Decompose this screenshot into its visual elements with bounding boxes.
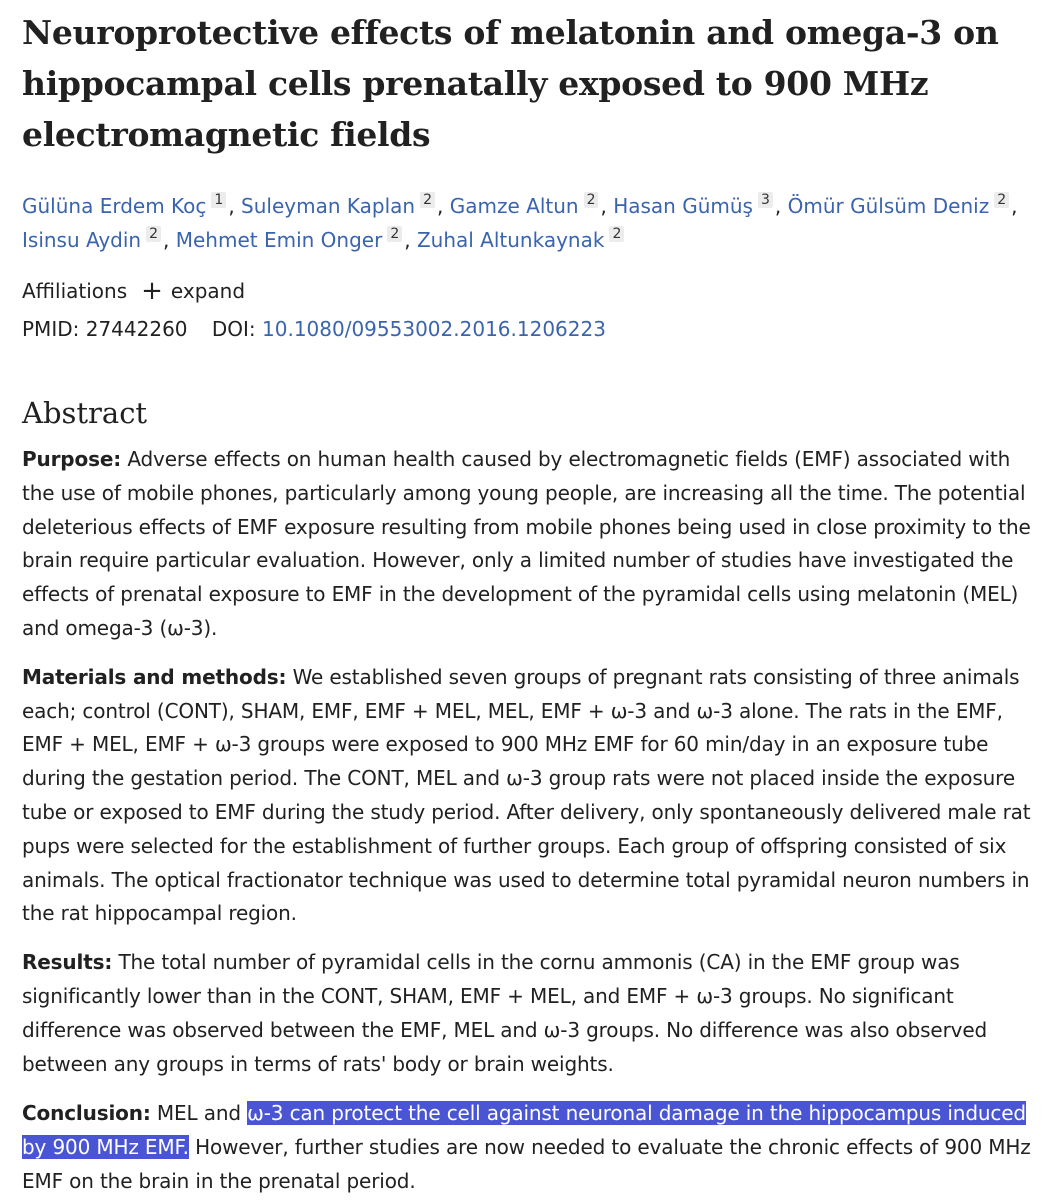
conclusion-text-pre: MEL and xyxy=(156,1101,241,1126)
plus-icon: + xyxy=(141,276,163,306)
author-link[interactable]: Gamze Altun xyxy=(449,194,579,218)
affiliation-number[interactable]: 2 xyxy=(994,192,1009,208)
affiliation-number[interactable]: 3 xyxy=(758,192,773,208)
affiliation-number[interactable]: 2 xyxy=(584,192,599,208)
author-link[interactable]: Ömür Gülsüm Deniz xyxy=(787,194,990,218)
affiliations-row xyxy=(22,272,1032,310)
text-selection-highlight[interactable]: ω-3 can protect the cell against neuronal damage in the hippocampus induced by 900 MHz EMF. xyxy=(22,1101,1026,1160)
abstract-conclusion xyxy=(22,1097,1032,1198)
affiliations-label: Affiliations xyxy=(22,279,128,303)
affiliation-number[interactable]: 1 xyxy=(211,192,226,208)
article-title: Neuroprotective effects of melatonin and omega-3 on hippocampal cells prenatally exposed to 900 MHz electromagnetic fields xyxy=(22,13,999,154)
purpose-text: Adverse effects on human health caused by electromagnetic fields (EMF) associated with the use of mobile phones, particularly among young people, are increasing all the time. The potential deleterious effects of EMF exposure resulting from mobile phones being used in close proximity to the brain require particular evaluation. However, only a limited number of studies have investigated the effects of prenatal exposure to EMF in the development of the pyramidal cells using melatonin (MEL) and omega-3 (ω-3). xyxy=(22,447,1031,640)
author-link[interactable]: Hasan Gümüş xyxy=(613,194,753,218)
expand-affiliations-button[interactable] xyxy=(141,272,245,310)
author-list: Gülüna Erdem Koç 1 , Suleyman Kaplan 2 , Gamze Altun 2 , Hasan Gümüş 3 , Ömür Gülsüm Deniz 2 , Isinsu Aydin 2 , Mehmet Emin Onger 2 , Zuhal Altunkaynak 2 xyxy=(22,192,1018,252)
identifiers-row xyxy=(22,310,1032,348)
pmid-label: PMID: xyxy=(22,317,80,341)
expand-label: expand xyxy=(170,279,246,303)
author-link[interactable]: Isinsu Aydin xyxy=(22,228,142,252)
abstract-heading: Abstract xyxy=(22,396,148,430)
author-link[interactable]: Suleyman Kaplan xyxy=(241,194,416,218)
abstract-methods xyxy=(22,661,1032,931)
affiliation-number[interactable]: 2 xyxy=(387,226,402,242)
abstract-purpose xyxy=(22,443,1032,646)
conclusion-text-post: However, further studies are now needed to evaluate the chronic effects of 900 MHz EMF on the brain in the prenatal period. xyxy=(22,1135,1031,1193)
pmid-value: 27442260 xyxy=(85,317,188,341)
affiliation-number[interactable]: 2 xyxy=(420,192,435,208)
results-label: Results: xyxy=(22,950,113,975)
affiliation-number[interactable]: 2 xyxy=(609,226,624,242)
author-link[interactable]: Zuhal Altunkaynak xyxy=(416,228,605,252)
author-link[interactable]: Mehmet Emin Onger xyxy=(175,228,383,252)
article-page xyxy=(22,0,1032,1199)
conclusion-label: Conclusion: xyxy=(22,1101,151,1126)
methods-label: Materials and methods: xyxy=(22,664,287,689)
purpose-label: Purpose: xyxy=(22,447,122,471)
affiliation-number[interactable]: 2 xyxy=(146,226,161,242)
doi-label: DOI: xyxy=(211,317,256,341)
doi-link[interactable]: 10.1080/09553002.2016.1206223 xyxy=(262,317,606,341)
results-text: The total number of pyramidal cells in the cornu ammonis (CA) in the EMF group was significantly lower than in the CONT, SHAM, EMF + MEL, and EMF + ω-3 groups. No significant difference was observed between the EMF, MEL and ω-3 groups. No difference was also observed between any groups in terms of rats' body or brain weights. xyxy=(22,950,988,1076)
abstract-results xyxy=(22,946,1032,1081)
author-link[interactable]: Gülüna Erdem Koç xyxy=(22,194,207,218)
methods-text: We established seven groups of pregnant rats consisting of three animals each; control (CONT), SHAM, EMF, EMF + MEL, MEL, EMF + ω-3 and ω-3 alone. The rats in the EMF, EMF + MEL, EMF + ω-3 groups were exposed to 900 MHz EMF for 60 min/day in an exposure tube during the gestation period. The CONT, MEL and ω-3 group rats were not placed inside the exposure tube or exposed to EMF during the study period. After delivery, only spontaneously delivered male rat pups were selected for the establishment of further groups. Each group of offspring consisted of six animals. The optical fractionator technique was used to determine total pyramidal neuron numbers in the rat hippocampal region. xyxy=(22,664,1031,926)
